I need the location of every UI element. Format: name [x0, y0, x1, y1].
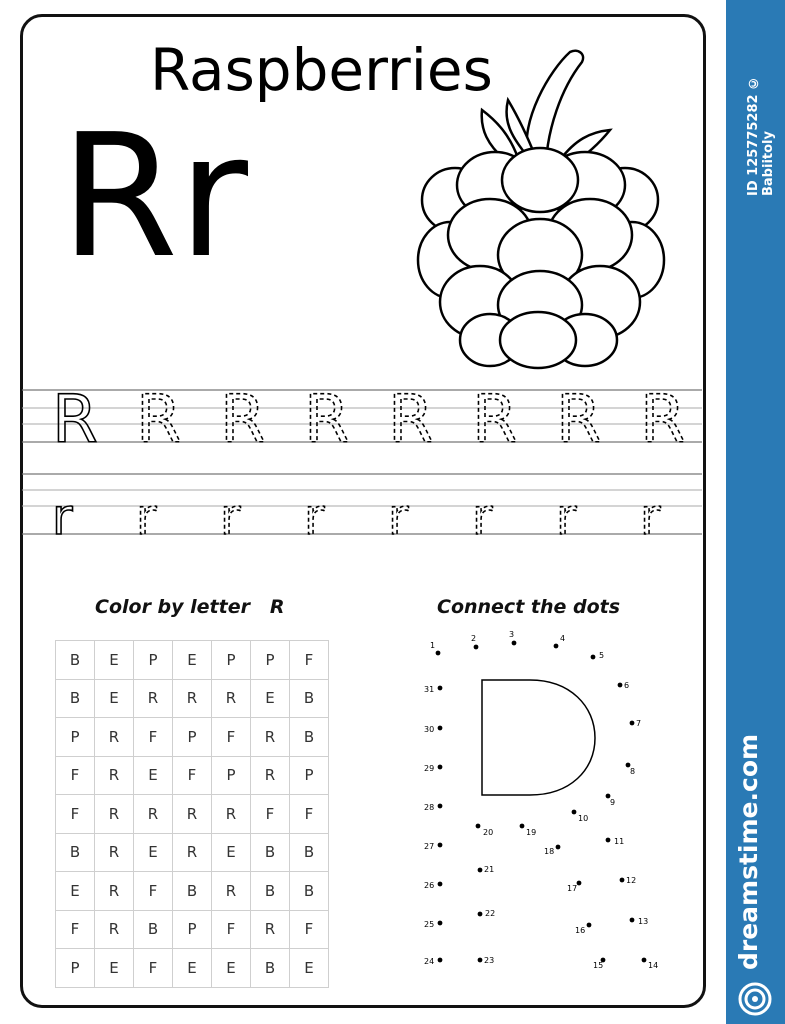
grid-cell[interactable]: R: [95, 756, 134, 795]
trace-letter-upper: R: [640, 381, 686, 458]
trace-letter-lower: r: [304, 488, 325, 540]
grid-cell[interactable]: B: [173, 872, 212, 911]
connect-dots-puzzle: [410, 630, 670, 980]
grid-cell[interactable]: E: [134, 756, 173, 795]
connect-dot: [438, 843, 443, 848]
grid-cell[interactable]: E: [212, 949, 251, 988]
dot-number-label: 19: [526, 828, 537, 837]
grid-cell[interactable]: B: [251, 949, 290, 988]
dot-number-label: 13: [638, 917, 649, 926]
grid-cell[interactable]: F: [134, 949, 173, 988]
grid-cell[interactable]: R: [95, 910, 134, 949]
grid-cell[interactable]: R: [173, 795, 212, 834]
dot-number-label: 8: [630, 767, 636, 776]
grid-cell[interactable]: R: [251, 910, 290, 949]
grid-cell[interactable]: E: [95, 949, 134, 988]
grid-cell[interactable]: P: [134, 641, 173, 680]
trace-letter-lower: r: [136, 488, 157, 540]
connect-dot: [438, 686, 443, 691]
trace-letter-lower: r: [556, 488, 577, 540]
trace-letter-upper: R: [388, 381, 434, 458]
grid-row: [56, 833, 329, 872]
trace-letter-upper: R: [220, 381, 266, 458]
connect-dot: [620, 878, 625, 883]
grid-cell[interactable]: F: [134, 872, 173, 911]
grid-cell[interactable]: P: [212, 756, 251, 795]
grid-cell[interactable]: B: [56, 679, 95, 718]
grid-cell[interactable]: B: [290, 872, 329, 911]
dot-number-label: 7: [636, 719, 642, 728]
grid-cell[interactable]: R: [95, 795, 134, 834]
grid-cell[interactable]: E: [95, 679, 134, 718]
grid-cell[interactable]: F: [290, 795, 329, 834]
grid-cell[interactable]: B: [290, 718, 329, 757]
grid-row: [56, 910, 329, 949]
connect-dot: [642, 958, 647, 963]
lowercase-tracing-row: [22, 460, 702, 540]
grid-cell[interactable]: F: [56, 795, 95, 834]
connect-dot: [591, 655, 596, 660]
grid-row: [56, 949, 329, 988]
dot-number-label: 27: [424, 842, 435, 851]
grid-cell[interactable]: B: [134, 910, 173, 949]
grid-cell[interactable]: F: [212, 718, 251, 757]
dot-number-label: 15: [593, 961, 604, 970]
dot-number-label: 25: [424, 920, 435, 929]
grid-cell[interactable]: R: [212, 795, 251, 834]
grid-cell[interactable]: E: [95, 641, 134, 680]
grid-cell[interactable]: F: [212, 910, 251, 949]
grid-cell[interactable]: E: [134, 833, 173, 872]
grid-row: [56, 795, 329, 834]
grid-cell[interactable]: P: [290, 756, 329, 795]
grid-cell[interactable]: B: [290, 679, 329, 718]
connect-dot: [478, 958, 483, 963]
connect-dot: [438, 804, 443, 809]
dot-number-label: 22: [485, 909, 496, 918]
grid-cell[interactable]: F: [56, 756, 95, 795]
grid-cell[interactable]: B: [251, 833, 290, 872]
worksheet-title: Raspberries: [150, 36, 493, 104]
grid-cell[interactable]: P: [173, 910, 212, 949]
grid-cell[interactable]: B: [56, 833, 95, 872]
grid-cell[interactable]: B: [290, 833, 329, 872]
connect-dot: [606, 838, 611, 843]
connect-dot: [478, 912, 483, 917]
grid-cell[interactable]: R: [212, 872, 251, 911]
dot-number-label: 3: [509, 630, 515, 639]
grid-cell[interactable]: P: [251, 641, 290, 680]
connect-dot: [512, 641, 517, 646]
connect-dot: [556, 845, 561, 850]
grid-cell[interactable]: R: [212, 679, 251, 718]
grid-cell[interactable]: E: [173, 949, 212, 988]
color-by-letter-grid: [55, 640, 329, 988]
grid-cell[interactable]: F: [290, 641, 329, 680]
trace-letter-upper: R: [556, 381, 602, 458]
grid-cell[interactable]: E: [290, 949, 329, 988]
grid-cell[interactable]: R: [95, 872, 134, 911]
dot-number-label: 24: [424, 957, 435, 966]
connect-dot: [438, 921, 443, 926]
dot-number-label: 11: [614, 837, 625, 846]
connect-dot: [630, 721, 635, 726]
dot-number-label: 20: [483, 828, 494, 837]
color-by-letter-label: Color by letter: [95, 596, 250, 618]
dot-number-label: 4: [560, 634, 566, 643]
dot-number-label: 17: [567, 884, 578, 893]
raspberry-illustration: [410, 40, 670, 370]
image-id-text: ID 125775282 © Babiitoly: [746, 74, 776, 196]
grid-cell[interactable]: R: [251, 756, 290, 795]
dot-number-label: 2: [471, 634, 477, 643]
dot-number-label: 12: [626, 876, 637, 885]
dot-number-label: 29: [424, 764, 435, 773]
dot-number-label: 14: [648, 961, 659, 970]
trace-letter-lower: r: [472, 488, 493, 540]
grid-cell[interactable]: F: [56, 910, 95, 949]
trace-letter-upper: R: [52, 381, 98, 458]
grid-row: [56, 872, 329, 911]
grid-cell[interactable]: R: [134, 795, 173, 834]
grid-cell[interactable]: R: [251, 718, 290, 757]
trace-letter-upper: R: [304, 381, 350, 458]
dot-number-label: 31: [424, 685, 435, 694]
dot-number-label: 23: [484, 956, 495, 965]
connect-dot: [577, 881, 582, 886]
connect-dot: [618, 683, 623, 688]
big-letters: Rr: [60, 98, 249, 296]
grid-cell[interactable]: P: [173, 718, 212, 757]
grid-cell[interactable]: E: [212, 833, 251, 872]
dot-number-label: 26: [424, 881, 435, 890]
connect-dot: [587, 923, 592, 928]
dot-number-label: 16: [575, 926, 586, 935]
grid-cell[interactable]: F: [134, 718, 173, 757]
grid-row: [56, 718, 329, 757]
grid-cell[interactable]: P: [56, 718, 95, 757]
grid-cell[interactable]: F: [290, 910, 329, 949]
grid-cell[interactable]: R: [95, 833, 134, 872]
grid-cell[interactable]: R: [173, 679, 212, 718]
connect-dot: [478, 868, 483, 873]
dot-number-label: 28: [424, 803, 435, 812]
connect-dot: [520, 824, 525, 829]
connect-dot: [476, 824, 481, 829]
dot-number-label: 30: [424, 725, 435, 734]
connect-dot: [438, 765, 443, 770]
connect-dot: [436, 651, 441, 656]
trace-letter-upper: R: [472, 381, 518, 458]
dot-number-label: 18: [544, 847, 555, 856]
dot-number-label: 21: [484, 865, 495, 874]
trace-letter-lower: r: [640, 488, 661, 540]
target-letter: R: [269, 596, 285, 618]
grid-row: [56, 641, 329, 680]
stock-watermark-band: [726, 0, 785, 1024]
connect-dots-title: Connect the dots: [437, 596, 621, 618]
connect-dot: [438, 882, 443, 887]
grid-cell[interactable]: E: [173, 641, 212, 680]
dot-number-label: 1: [430, 641, 436, 650]
connect-dot: [438, 726, 443, 731]
trace-letter-upper: R: [136, 381, 182, 458]
grid-cell[interactable]: B: [251, 872, 290, 911]
grid-cell[interactable]: P: [56, 949, 95, 988]
grid-cell[interactable]: F: [173, 756, 212, 795]
dot-number-label: 5: [599, 651, 605, 660]
connect-dot: [630, 918, 635, 923]
connect-dot: [438, 958, 443, 963]
connect-dot: [572, 810, 577, 815]
dot-number-label: 10: [578, 814, 589, 823]
brand-text: dreamstime.com: [734, 733, 763, 970]
grid-cell[interactable]: R: [173, 833, 212, 872]
connect-dot: [554, 644, 559, 649]
dot-number-label: 9: [610, 798, 616, 807]
grid-cell[interactable]: P: [212, 641, 251, 680]
color-by-letter-title: [95, 596, 284, 618]
grid-row: [56, 756, 329, 795]
grid-cell[interactable]: R: [95, 718, 134, 757]
grid-cell[interactable]: E: [56, 872, 95, 911]
grid-row: [56, 679, 329, 718]
grid-cell[interactable]: B: [56, 641, 95, 680]
grid-cell[interactable]: R: [134, 679, 173, 718]
dot-number-label: 6: [624, 681, 630, 690]
grid-cell[interactable]: F: [251, 795, 290, 834]
connect-dot: [474, 645, 479, 650]
uppercase-tracing-row: [22, 380, 702, 460]
trace-letter-lower: r: [220, 488, 241, 540]
trace-letter-lower: r: [52, 488, 73, 540]
trace-letter-lower: r: [388, 488, 409, 540]
spiral-logo-icon: [738, 982, 772, 1016]
grid-cell[interactable]: E: [251, 679, 290, 718]
